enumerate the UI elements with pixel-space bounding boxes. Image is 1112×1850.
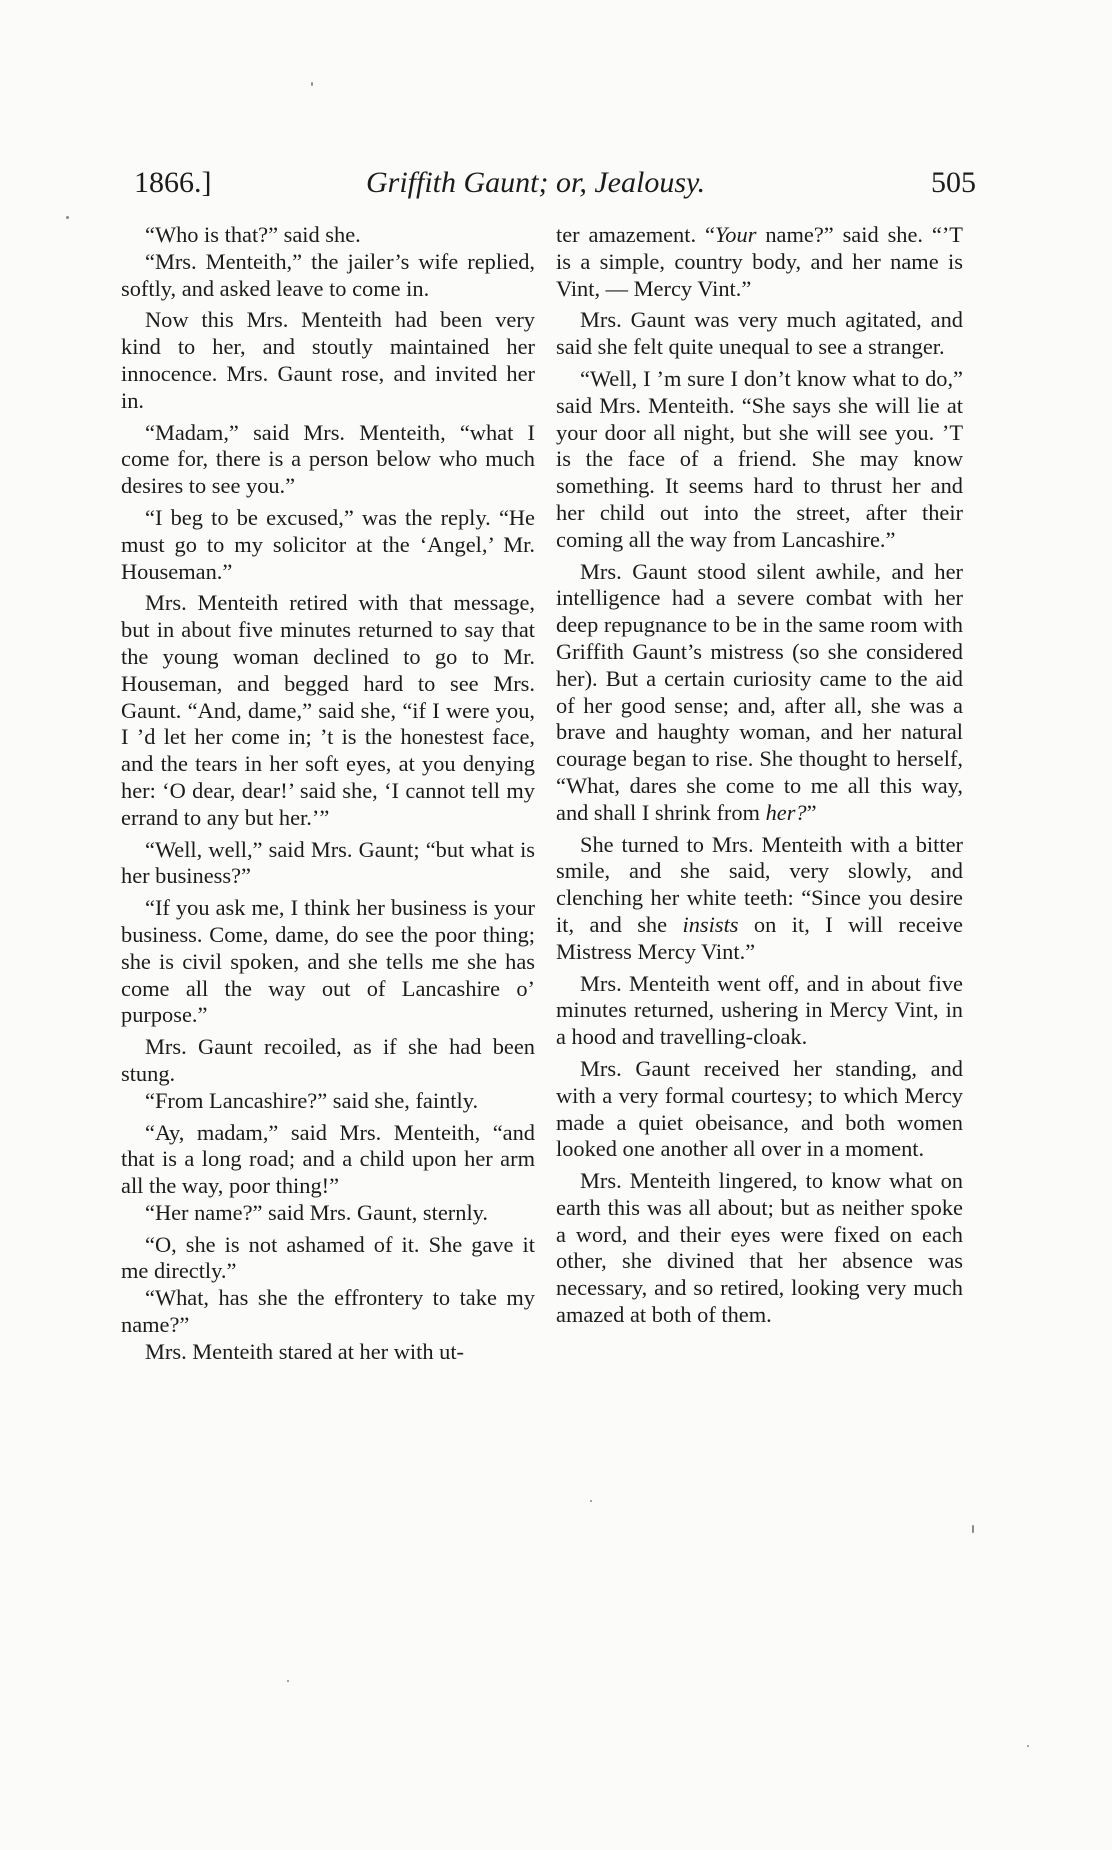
text-run: Mrs. Gaunt stood silent awhile, and her intelligence had a severe combat with her deep repugnance to be in the same room with Griffith Gaunt’s mistress (so she considered her). But a certain curiosity came to the aid of her good sense; and, after all, she was a brave and haughty woman, and her natural courage began to rise. She thought to herself, “What, dares she come to me all this way, and shall I shrink from — [556, 558, 963, 825]
paragraph: Mrs. Menteith retired with that message, but in about five minutes returned to say that the young woman declined to go to Mr. Houseman, and begged hard to see Mrs. Gaunt. “And, dame,” said she, “if I were you, I ’d let her come in; ’t is the honestest face, and the tears in her soft eyes, at you denying her: ‘O dear, dear!’ said she, ‘I cannot tell my errand to any but her.’” — [121, 590, 535, 830]
paragraph: “Ay, madam,” said Mrs. Menteith, “and that is a long road; and a child upon her arm all the way, poor thing!” — [121, 1119, 535, 1199]
paragraph: Mrs. Gaunt recoiled, as if she had been stung. — [121, 1034, 535, 1086]
paragraph — [556, 559, 963, 827]
paragraph: “Madam,” said Mrs. Menteith, “what I come for, there is a person below who much desires to see you.” — [121, 419, 535, 499]
paragraph: “Her name?” said Mrs. Gaunt, sternly. — [145, 1199, 488, 1225]
running-header — [134, 166, 976, 212]
paper-speck — [311, 82, 313, 86]
text-run: name?” said she. “’T is a simple, country body, and her name is Vint, — Mercy Vint.” — [556, 222, 963, 301]
paragraph: “Who is that?” said she. — [145, 222, 361, 247]
paragraph: “Well, I ’m sure I don’t know what to do,” said Mrs. Menteith. “She says she will lie at your door all night, but she will see you. ’T is the face of a friend. She may know something. It seems hard to thrust her and her child out into the street, after their coming all the way from Lancashire.” — [556, 365, 963, 552]
paragraph: Mrs. Gaunt received her standing, and with a very formal courtesy; to which Mercy made a quiet obeisance, and both women looked one another all over in a moment. — [556, 1055, 963, 1162]
header-year: 1866.] — [134, 166, 212, 199]
text-run: ” — [806, 799, 817, 825]
paragraph: Mrs. Menteith stared at her with ut- — [145, 1338, 464, 1364]
paper-speck — [590, 1500, 592, 1502]
paragraph: “If you ask me, I think her business is your business. Come, dame, do see the poor thing; she is civil spoken, and she tells me she has come all the way out of Lancashire o’ purpose.” — [121, 895, 535, 1028]
paragraph: “O, she is not ashamed of it. She gave it me directly.” — [121, 1231, 535, 1284]
emphasis: Your — [714, 222, 757, 247]
text-run: She turned to Mrs. Menteith with a bitter smile, and she said, very slowly, and clenching her white teeth: “Since you desire it, and she — [556, 831, 963, 937]
paragraph: Now this Mrs. Menteith had been very kind to her, and stoutly maintained her innocence. Mrs. Gaunt rose, and invited her in. — [121, 307, 535, 413]
emphasis: her? — [765, 799, 807, 825]
text-run: ter amazement. “ — [556, 222, 715, 247]
paper-speck — [66, 216, 69, 219]
paper-speck — [287, 1680, 289, 1682]
left-column — [121, 222, 535, 1366]
header-title: Griffith Gaunt; or, Jealousy. — [366, 166, 706, 199]
paper-speck — [972, 1525, 974, 1533]
paragraph: Mrs. Gaunt was very much agitated, and said she felt quite unequal to see a stranger. — [556, 307, 963, 360]
paragraph: “Well, well,” said Mrs. Gaunt; “but what is her business?” — [121, 836, 535, 889]
text-run: on it, I will receive Mistress Mercy Vint.” — [556, 911, 963, 964]
right-column — [556, 222, 963, 1329]
page-number: 505 — [931, 166, 976, 199]
paragraph: Mrs. Menteith went off, and in about five minutes returned, ushering in Mercy Vint, in a hood and travelling-cloak. — [556, 970, 963, 1050]
emphasis: insists — [682, 911, 739, 937]
paragraph: Mrs. Menteith lingered, to know what on earth this was all about; but as neither spoke a word, and their eyes were fixed on each other, she divined that her absence was necessary, and so retired, looking very much amazed at both of them. — [556, 1168, 963, 1328]
paragraph: “I beg to be excused,” was the reply. “He must go to my solicitor at the ‘Angel,’ Mr. Houseman.” — [121, 504, 535, 584]
paragraph: “Mrs. Menteith,” the jailer’s wife replied, softly, and asked leave to come in. — [121, 248, 535, 301]
paper-speck — [1027, 1745, 1029, 1747]
paragraph — [556, 222, 963, 302]
paragraph — [556, 832, 963, 966]
paragraph: “What, has she the effrontery to take my name?” — [121, 1285, 535, 1338]
paragraph: “From Lancashire?” said she, faintly. — [145, 1087, 479, 1113]
